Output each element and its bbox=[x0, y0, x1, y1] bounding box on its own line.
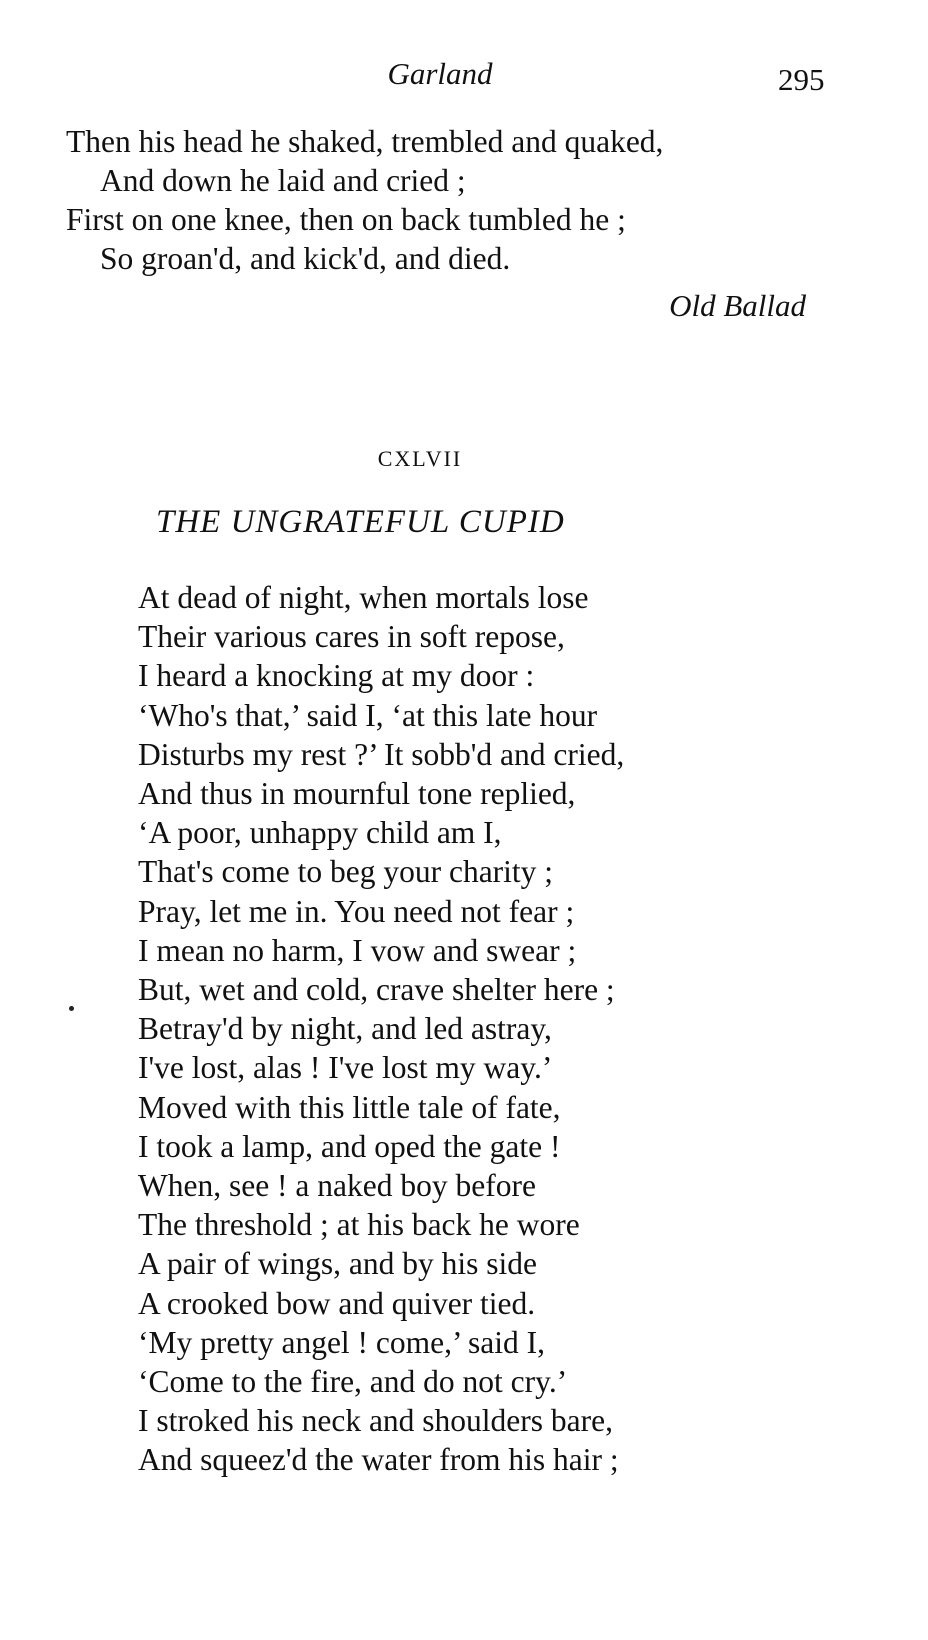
verse-line: I stroked his neck and shoulders bare, bbox=[138, 1403, 613, 1439]
verse-line: And down he laid and cried ; bbox=[100, 163, 466, 198]
running-title: Garland bbox=[387, 56, 493, 91]
verse-line: Then his head he shaked, trembled and quaked, bbox=[66, 124, 664, 159]
page-number: 295 bbox=[778, 62, 825, 97]
verse-line: A crooked bow and quiver tied. bbox=[138, 1285, 536, 1321]
verse-line: And thus in mournful tone replied, bbox=[138, 776, 576, 812]
verse-line: ‘My pretty angel ! come,’ said I, bbox=[138, 1324, 546, 1360]
verse-line: I mean no harm, I vow and swear ; bbox=[138, 932, 577, 968]
verse-line: Their various cares in soft repose, bbox=[138, 619, 565, 655]
verse-line: I heard a knocking at my door : bbox=[138, 658, 535, 694]
verse-line: ‘Come to the fire, and do not cry.’ bbox=[138, 1364, 568, 1400]
verse-line: First on one knee, then on back tumbled he ; bbox=[66, 202, 626, 237]
poem-title: THE UNGRATEFUL CUPID bbox=[156, 504, 565, 540]
previous-poem-stanza bbox=[66, 122, 663, 278]
poem-number: CXLVII bbox=[377, 446, 463, 471]
margin-ink-dot bbox=[69, 1006, 74, 1011]
verse-line: That's come to beg your charity ; bbox=[138, 854, 554, 890]
verse-line: So groan'd, and kick'd, and died. bbox=[100, 241, 511, 276]
verse-line: The threshold ; at his back he wore bbox=[138, 1207, 580, 1243]
verse-line: I've lost, alas ! I've lost my way.’ bbox=[138, 1050, 553, 1086]
poem-body bbox=[138, 578, 624, 1480]
verse-line: ‘Who's that,’ said I, ‘at this late hour bbox=[138, 697, 598, 733]
verse-line: At dead of night, when mortals lose bbox=[138, 580, 589, 615]
verse-line: And squeez'd the water from his hair ; bbox=[138, 1442, 619, 1478]
attribution: Old Ballad bbox=[669, 288, 806, 323]
verse-line: A pair of wings, and by his side bbox=[138, 1246, 537, 1282]
verse-line: Disturbs my rest ?’ It sobb'd and cried, bbox=[138, 736, 625, 772]
verse-line: When, see ! a naked boy before bbox=[138, 1168, 536, 1204]
verse-line: But, wet and cold, crave shelter here ; bbox=[138, 972, 615, 1008]
verse-line: Betray'd by night, and led astray, bbox=[138, 1011, 552, 1047]
verse-line: Moved with this little tale of fate, bbox=[138, 1089, 561, 1125]
verse-line: ‘A poor, unhappy child am I, bbox=[138, 815, 502, 851]
verse-line: Pray, let me in. You need not fear ; bbox=[138, 893, 575, 929]
verse-line: I took a lamp, and oped the gate ! bbox=[138, 1128, 561, 1164]
